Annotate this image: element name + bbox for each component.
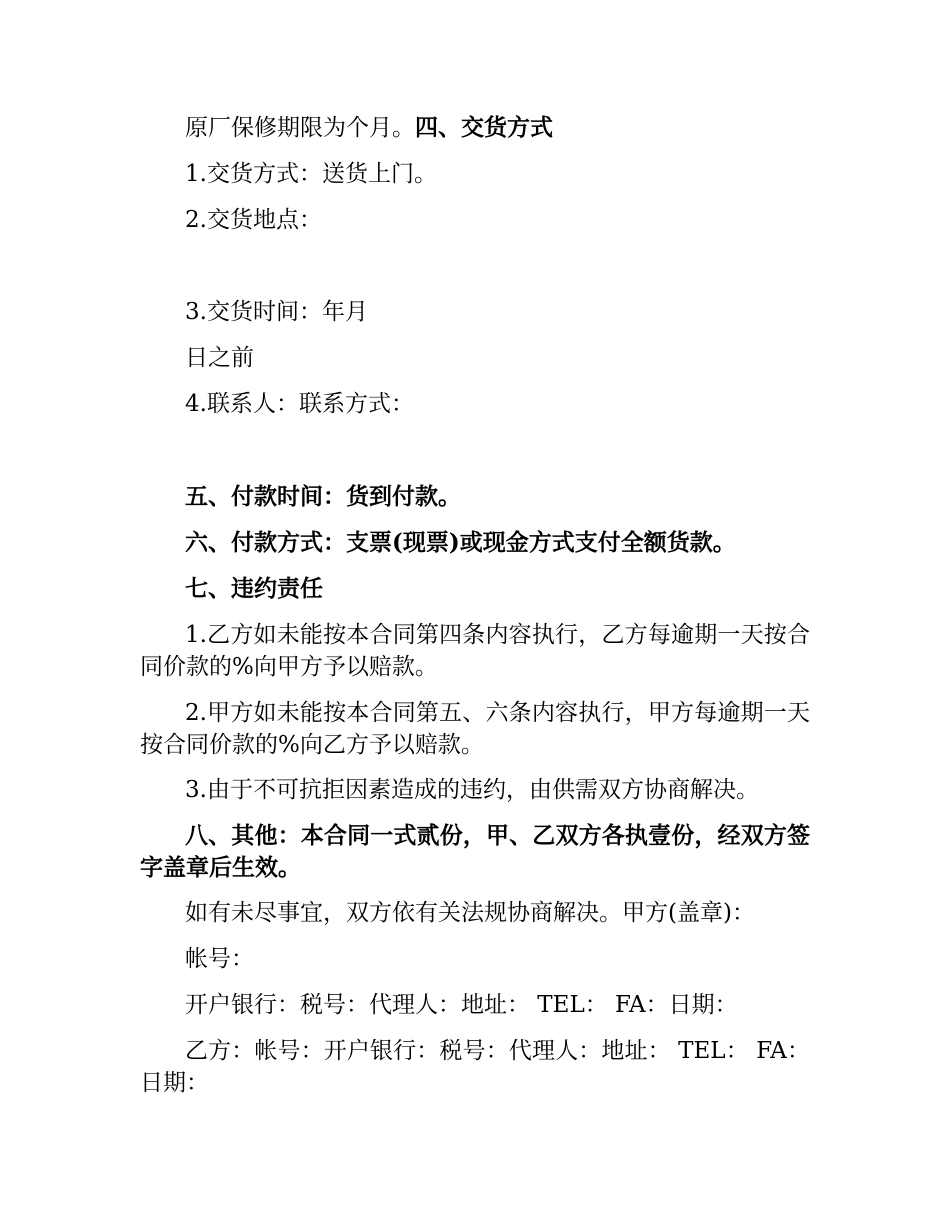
- section-5-payment-time: 五、付款时间：货到付款。: [185, 483, 461, 510]
- breach-clause-1: 1.乙方如未能按本合同第四条内容执行，乙方每逾期一天按合同价款的%向甲方予以赔款。: [140, 622, 810, 680]
- breach-clause-3: 3.由于不可抗拒因素造成的违约，由供需双方协商解决。: [185, 777, 759, 803]
- section-7-heading: 七、违约责任: [185, 575, 323, 602]
- section-8-other: 八、其他：本合同一式贰份，甲、乙双方各执壹份，经双方签字盖章后生效。: [140, 822, 810, 881]
- delivery-method-line: 1.交货方式：送货上门。: [185, 161, 437, 187]
- warranty-text: 原厂保修期限为个月。: [185, 115, 415, 141]
- party-a-account-line: 帐号：: [185, 946, 254, 972]
- party-a-seal-line: 如有未尽事宜，双方依有关法规协商解决。甲方(盖章)：: [185, 900, 755, 926]
- party-a-bank-line: 开户银行：税号：代理人：地址： TEL： FA：日期：: [185, 992, 738, 1018]
- delivery-time-line: 3.交货时间：年月: [185, 299, 368, 325]
- contact-line: 4.联系人：联系方式：: [185, 391, 414, 417]
- section-6-payment-method: 六、付款方式：支票(现票)或现金方式支付全额货款。: [185, 529, 736, 556]
- warranty-line: [140, 112, 810, 144]
- party-b-line: 乙方：帐号：开户银行：税号：代理人：地址： TEL： FA：日期：: [140, 1038, 810, 1096]
- delivery-location-line: 2.交货地点：: [185, 207, 322, 233]
- breach-clause-2: 2.甲方如未能按本合同第五、六条内容执行，甲方每逾期一天按合同价款的%向乙方予以赔款。: [140, 700, 810, 758]
- delivery-date-line: 日之前: [185, 345, 254, 371]
- section-4-heading: 四、交货方式: [415, 114, 553, 141]
